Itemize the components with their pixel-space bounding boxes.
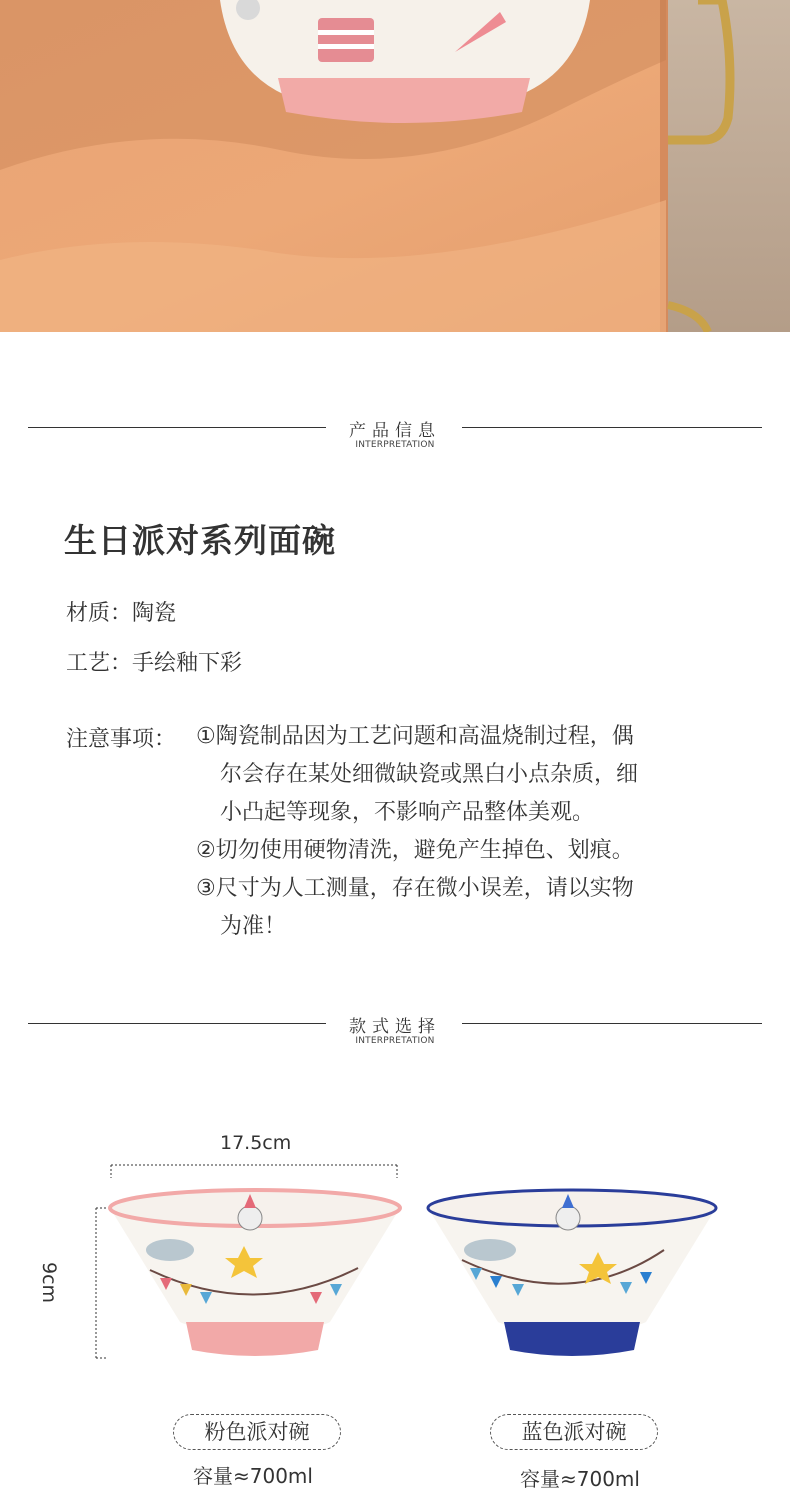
- notice-item: [196, 870, 716, 946]
- section-title: 产品信息: [349, 421, 441, 441]
- notice-label: 注意事项：: [66, 727, 177, 752]
- section-subtitle: INTERPRETATION: [355, 440, 435, 450]
- blue-bowl-image: [428, 1189, 716, 1356]
- pink-bowl-image: [110, 1189, 400, 1356]
- height-dimension-line: [96, 1208, 108, 1358]
- notice-item: [196, 718, 716, 832]
- variant-capacity: 容量≈700ml: [193, 1464, 313, 1488]
- notice-item-line: 小凸起等现象，不影响产品整体美观。: [220, 800, 595, 825]
- height-dimension-label: 9cm: [38, 1262, 60, 1304]
- notice-item-line: ①陶瓷制品因为工艺问题和高温烧制过程，偶: [196, 724, 634, 749]
- variant-option-blue[interactable]: [490, 1414, 658, 1450]
- notice-item: [196, 832, 716, 870]
- craft-spec: 工艺：手绘釉下彩: [66, 651, 243, 676]
- variant-capacity: 容量≈700ml: [520, 1467, 640, 1491]
- variant-name: 粉色派对碗: [204, 1420, 310, 1444]
- variant-option-pink[interactable]: [173, 1414, 341, 1450]
- section-header-style-select: [0, 1012, 790, 1052]
- notice-item-line: 为准！: [220, 914, 287, 939]
- notice-item-line: ③尺寸为人工测量，存在微小误差，请以实物: [196, 876, 634, 901]
- material-spec: 材质：陶瓷: [66, 601, 177, 626]
- section-title: 款式选择: [349, 1017, 441, 1037]
- bowl-variants-image: [0, 1150, 790, 1370]
- hero-photo: [0, 0, 790, 332]
- notice-item-line: ②切勿使用硬物清洗，避免产生掉色、划痕。: [196, 838, 634, 863]
- width-dimension-label: 17.5cm: [220, 1132, 292, 1154]
- width-dimension-line: [111, 1165, 397, 1178]
- variant-name: 蓝色派对碗: [521, 1420, 627, 1444]
- bowl-on-table-image: [0, 0, 790, 332]
- notice-item-line: 尔会存在某处细微缺瓷或黑白小点杂质，细: [220, 762, 639, 787]
- section-subtitle: INTERPRETATION: [355, 1036, 435, 1046]
- product-title: 生日派对系列面碗: [64, 521, 336, 560]
- section-header-product-info: [0, 416, 790, 456]
